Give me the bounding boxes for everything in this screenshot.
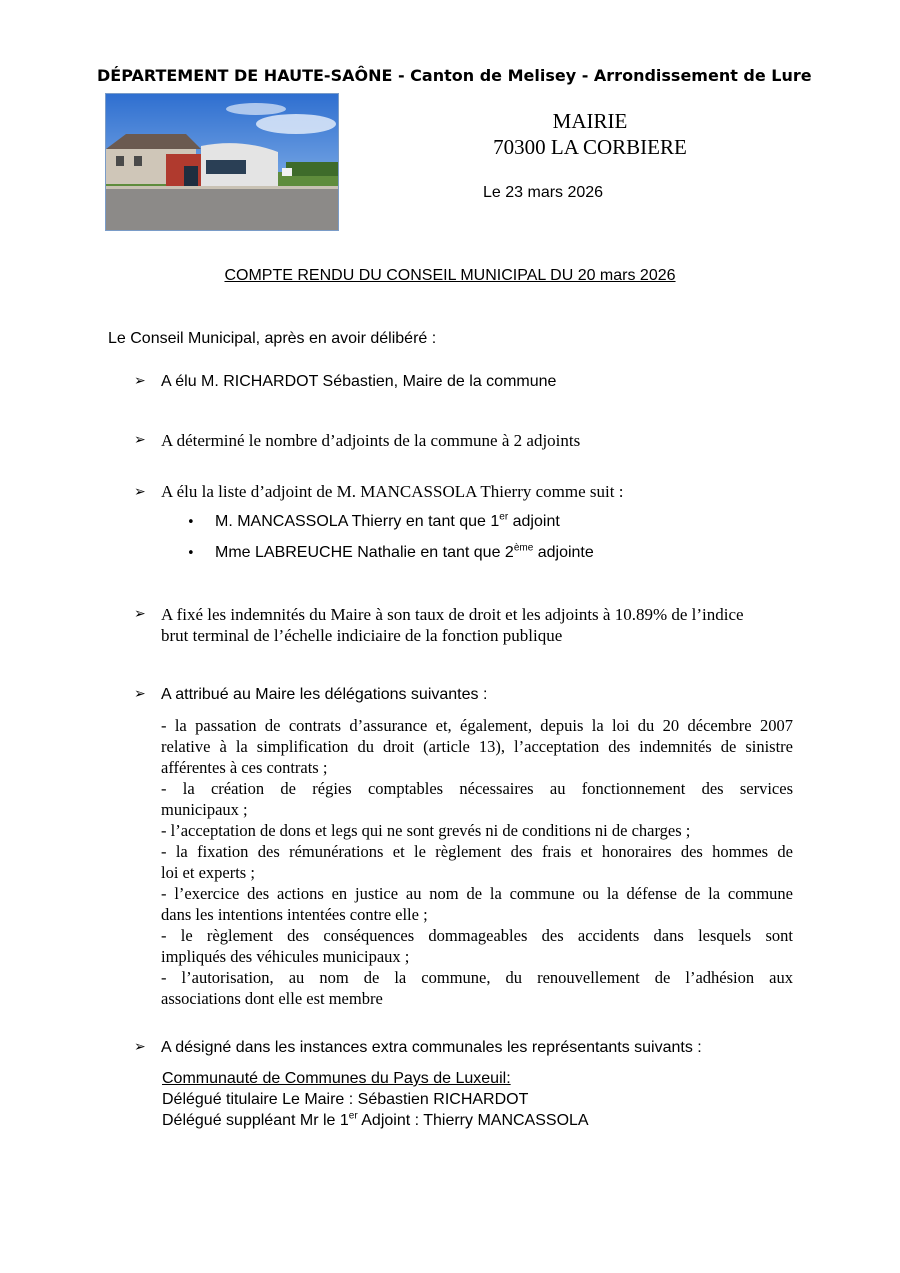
adjoint-1-suffix: adjoint: [508, 513, 560, 530]
suppleant-suffix: Adjoint : Thierry MANCASSOLA: [357, 1112, 589, 1129]
delegation-line: loi et experts ;: [161, 863, 255, 882]
item-indemnites: [161, 604, 793, 646]
arrow-bullet-icon: ➢: [134, 1039, 146, 1055]
indemnites-line-2: brut terminal de l’échelle indiciaire de la fonction publique: [161, 626, 563, 645]
item-election-maire: A élu M. RICHARDOT Sébastien, Maire de la commune: [161, 373, 557, 390]
indemnites-line-1: A fixé les indemnités du Maire à son taux de droit et les adjoints à 10.89% de l’indice: [161, 605, 744, 624]
department-header: DÉPARTEMENT DE HAUTE-SAÔNE - Canton de Melisey - Arrondissement de Lure: [97, 66, 812, 85]
delegation-line: afférentes à ces contrats ;: [161, 758, 328, 777]
intro-text: Le Conseil Municipal, après en avoir délibéré :: [108, 330, 437, 347]
delegations-list: [161, 715, 793, 1009]
delegation-line: dans les intentions intentées contre elle ;: [161, 905, 428, 924]
bullet-icon: •: [187, 515, 195, 530]
delegation-line: - la fixation des rémunérations et le règlement des frais et honoraires des hommes de: [161, 842, 793, 861]
adjoint-2-text: Mme LABREUCHE Nathalie en tant que 2: [215, 544, 514, 561]
adjoint-1-text: M. MANCASSOLA Thierry en tant que 1: [215, 513, 500, 530]
document-title: [0, 267, 900, 285]
adjoint-1-sup: er: [499, 511, 509, 523]
item-adjoints-count: A déterminé le nombre d’adjoints de la commune à 2 adjoints: [161, 431, 581, 450]
arrow-bullet-icon: ➢: [134, 686, 146, 702]
delegation-line: municipaux ;: [161, 800, 248, 819]
arrow-bullet-icon: ➢: [134, 373, 146, 389]
item-adjoints-list: A élu la liste d’adjoint de M. MANCASSOLA Thierry comme suit :: [161, 482, 624, 501]
mairie-address: 70300 LA CORBIERE: [493, 135, 687, 159]
town-hall-photo: [105, 93, 339, 231]
communaute-block: [162, 1068, 589, 1131]
adjoint-2-suffix: adjointe: [533, 544, 594, 561]
delegation-line: - l’exercice des actions en justice au nom de la commune ou la défense de la commune: [161, 884, 793, 903]
suppleant-sup: er: [348, 1110, 358, 1122]
item-delegations: A attribué au Maire les délégations suivantes :: [161, 686, 488, 703]
delegation-line: relative à la simplification du droit (article 13), l’acceptation des indemnités de sinistre: [161, 737, 793, 756]
delegation-line: associations dont elle est membre: [161, 989, 383, 1008]
delegue-titulaire: Délégué titulaire Le Maire : Sébastien RICHARDOT: [162, 1091, 529, 1108]
mairie-block: [440, 108, 740, 160]
mairie-label: MAIRIE: [552, 109, 628, 133]
suppleant-text: Délégué suppléant Mr le 1: [162, 1112, 349, 1129]
adjoint-1-line: [215, 513, 560, 531]
arrow-bullet-icon: ➢: [134, 484, 146, 500]
delegation-line: - l’autorisation, au nom de la commune, du renouvellement de l’adhésion aux: [161, 968, 793, 987]
delegation-line: impliqués des véhicules municipaux ;: [161, 947, 410, 966]
delegue-suppleant: [162, 1110, 589, 1131]
delegation-line: - la création de régies comptables nécessaires au fonctionnement des services: [161, 779, 793, 798]
bullet-icon: •: [187, 546, 195, 561]
delegation-line: - le règlement des conséquences dommageables des accidents dans lesquels sont: [161, 926, 793, 945]
item-designation: A désigné dans les instances extra communales les représentants suivants :: [161, 1039, 702, 1056]
adjoint-2-line: [215, 544, 594, 562]
arrow-bullet-icon: ➢: [134, 432, 146, 448]
delegation-line: - la passation de contrats d’assurance et, également, depuis la loi du 20 décembre 2007: [161, 716, 793, 735]
delegation-line: - l’acceptation de dons et legs qui ne sont grevés ni de conditions ni de charges ;: [161, 821, 691, 840]
arrow-bullet-icon: ➢: [134, 606, 146, 622]
document-title-text: COMPTE RENDU DU CONSEIL MUNICIPAL DU 20 mars 2026: [224, 267, 676, 284]
document-date: Le 23 mars 2026: [483, 184, 604, 201]
adjoint-2-sup: ème: [513, 542, 534, 554]
communaute-heading: Communauté de Communes du Pays de Luxeuil:: [162, 1070, 511, 1087]
